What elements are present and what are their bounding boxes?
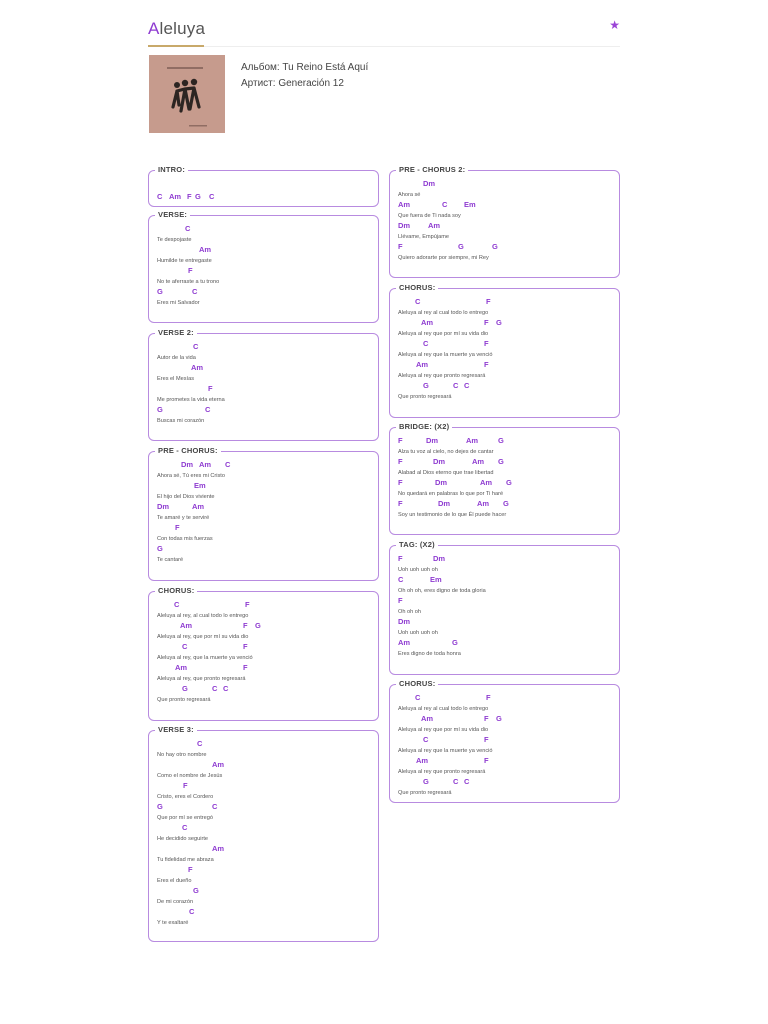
chord-line [157,663,374,674]
lyric-line: Aleluya al rey, que la muerte ya venció [157,654,253,661]
lyric-line: Quiero adorarte por siempre, mi Rey [398,254,489,261]
section-chorus [389,283,620,418]
chord: Dm [181,460,194,469]
section-body [157,224,374,308]
chord: Am [192,502,205,511]
chord: C [192,287,198,296]
chord: G [492,242,498,251]
chord: Am [398,200,411,209]
chord: F [245,600,250,609]
chord: Am [416,756,429,765]
chord-line [398,756,615,767]
chord: C [464,381,470,390]
chord-line [398,457,615,468]
section-pre-chorus [148,446,379,581]
lyric-line: Aleluya al rey que por mí su vida dio [398,726,489,733]
chord-line [398,297,615,308]
chord: G [423,777,429,786]
section-label: TAG: (X2) [396,540,438,549]
lyric-line: Eres mi Salvador [157,299,200,306]
lyric-line: Aleluya al rey, que pronto regresará [157,675,246,682]
chord: C [157,192,163,201]
lyric-line: Aleluya al rey que la muerte ya venció [398,351,493,358]
chord: C [415,297,421,306]
chord-line [157,460,374,471]
lyric-line: Te cantaré [157,556,184,563]
song-title-initial: A [148,19,160,38]
chord: C [415,693,421,702]
chord-line [157,907,374,918]
lyric-line: Aleluya al rey que por mí su vida dio [398,330,489,337]
chord: F [188,266,193,275]
chord: C [189,907,195,916]
chord: F [243,642,248,651]
lyric-line: Que pronto regresará [157,696,211,703]
chord: C [185,224,191,233]
chord-line [157,781,374,792]
lyric-line: Autor de la vida [157,354,196,361]
lyric-line: Ahora sé, Tú eres mi Cristo [157,472,225,479]
chord: F [398,457,403,466]
lyric-line: Humilde te entregaste [157,257,212,264]
chord: F [188,865,193,874]
chord: G [452,638,458,647]
chord-line [157,760,374,771]
lyric-line: No te aferraste a tu trono [157,278,220,285]
chord: Dm [423,179,436,188]
chord: Dm [438,499,451,508]
section-verse [148,210,379,323]
chord-line [398,596,615,607]
chord: Am [421,318,434,327]
chord-line [157,865,374,876]
chord: F [398,554,403,563]
chord-line [157,523,374,534]
section-label: INTRO: [155,165,188,174]
chord-line [398,478,615,489]
chord-line [398,617,615,628]
lyric-line: Que pronto regresará [398,789,452,796]
chord: Em [464,200,476,209]
section-tag [389,540,620,675]
chord: Dm [433,457,446,466]
chord: F [484,735,489,744]
lyric-line: Cristo, eres el Cordero [157,793,214,800]
lyric-line: Y te exaltaré [157,919,189,926]
lyric-line: Te amaré y te serviré [157,514,210,521]
lyric-line: Eres el Mesías [157,375,194,382]
chord: F [484,318,489,327]
lyric-line: Aleluya al rey que pronto regresará [398,768,486,775]
chord-line [157,739,374,750]
chord-line [398,242,615,253]
star-icon[interactable]: ★ [609,18,620,32]
chord-line [398,554,615,565]
chord: Em [430,575,442,584]
chord-line [157,544,374,555]
section-label: VERSE: [155,210,190,219]
lyric-line: Alza tu voz al cielo, no dejes de cantar [398,448,494,455]
lyric-line: Que fuera de Ti nada soy [398,212,461,219]
chord: Dm [435,478,448,487]
chord-line [157,621,374,632]
chord: G [498,457,504,466]
lyric-line: Oh oh oh [398,608,422,615]
chord: C [225,460,231,469]
chord-line [157,405,374,416]
chord: Am [199,460,212,469]
section-bridge [389,422,620,535]
chord: Am [199,245,212,254]
chord: F [187,192,192,201]
chord-line [157,823,374,834]
chord: C [453,777,459,786]
lyric-line: Que pronto regresará [398,393,452,400]
chord: C [209,192,215,201]
song-title-rest: leluya [159,19,206,38]
chord: F [484,339,489,348]
chord: C [193,342,199,351]
chord: C [182,823,188,832]
chord: Dm [398,221,411,230]
chord: C [442,200,448,209]
chord: C [174,600,180,609]
chord-line [398,339,615,350]
chord-line [157,342,374,353]
chord: Am [398,638,411,647]
chord: G [157,802,163,811]
lyric-line: Oh oh oh, eres digno de toda gloria [398,587,486,594]
chord: F [484,714,489,723]
chord: G [498,436,504,445]
chord-line [157,802,374,813]
lyric-line: Con todas mis fuerzas [157,535,213,542]
section-body [398,297,615,402]
chord-line [157,192,374,203]
chord: G [496,318,502,327]
chord-line [398,381,615,392]
chord-line [157,886,374,897]
chord-line [398,575,615,586]
section-body [398,436,615,520]
chord: Em [194,481,206,490]
section-label: CHORUS: [396,679,438,688]
chord-line [157,363,374,374]
chord: Am [480,478,493,487]
lyric-line: Soy un testimonio de lo que Él puede hacer [398,511,507,518]
lyric-line: Aleluya al rey que pronto regresará [398,372,486,379]
song-meta [241,60,368,92]
chord-line [157,384,374,395]
lyric-line: Uoh uoh uoh oh [398,629,438,636]
section-label: PRE - CHORUS: [155,446,221,455]
lyric-line: Eres digno de toda honra [398,650,461,657]
chord: F [175,523,180,532]
chord: Am [212,760,225,769]
chord: F [484,756,489,765]
chord-line [398,179,615,190]
chord-line [157,600,374,611]
lyric-line: Me prometes la vida eterna [157,396,225,403]
section-verse-2 [148,328,379,441]
chord: F [484,360,489,369]
chord: C [423,339,429,348]
chord: C [223,684,229,693]
chord: Am [175,663,188,672]
chord-line [157,287,374,298]
chord: Am [477,499,490,508]
section-body [398,554,615,659]
chord: G [193,886,199,895]
lyric-line: Buscas mi corazón [157,417,205,424]
chord: C [398,575,404,584]
section-label: CHORUS: [396,283,438,292]
section-body [157,600,374,705]
chord: G [458,242,464,251]
chord-line [398,436,615,447]
chord: F [486,297,491,306]
chord: F [398,499,403,508]
lyric-line: Que por mí se entregó [157,814,213,821]
chord-line [157,245,374,256]
chord: C [182,642,188,651]
chord: C [205,405,211,414]
chord: Dm [157,502,170,511]
lyric-line: Aleluya al rey al cual todo lo entrego [398,309,489,316]
chord: G [255,621,261,630]
chord: Am [421,714,434,723]
chord: G [157,544,163,553]
section-body [157,192,374,203]
section-label: BRIDGE: (X2) [396,422,452,431]
section-label: CHORUS: [155,586,197,595]
chord: Am [180,621,193,630]
chord: G [182,684,188,693]
chord: G [503,499,509,508]
chord: Am [428,221,441,230]
chord: Am [416,360,429,369]
album-art-figures [149,55,225,133]
chord: F [398,242,403,251]
chord: Am [472,457,485,466]
lyric-line: Aleluya al rey que la muerte ya venció [398,747,493,754]
chord: G [195,192,201,201]
chord: G [506,478,512,487]
chord-line [157,844,374,855]
lyric-line: Ahora sé [398,191,421,198]
chord-line [157,642,374,653]
chord-line [157,684,374,695]
chord-line [157,481,374,492]
lyric-line: Aleluya al rey al cual todo lo entrego [398,705,489,712]
chord: F [398,596,403,605]
section-label: VERSE 3: [155,725,197,734]
chord-line [398,714,615,725]
chord: F [208,384,213,393]
chord-line [398,221,615,232]
section-label: PRE - CHORUS 2: [396,165,468,174]
chord-line [398,638,615,649]
lyric-line: He decidido seguirte [157,835,208,842]
chord-line [398,735,615,746]
chord-line [398,318,615,329]
section-pre-chorus-2 [389,165,620,278]
lyric-line: Como el nombre de Jesús [157,772,223,779]
section-label: VERSE 2: [155,328,197,337]
chord: G [157,405,163,414]
album-cover [149,55,225,133]
lyric-line: De mi corazón [157,898,194,905]
chord: F [243,663,248,672]
section-body [398,693,615,798]
page-header [148,18,620,47]
lyric-line: Alabad al Dios eterno que trae libertad [398,469,494,476]
chord-line [398,360,615,371]
chord: F [398,436,403,445]
chord-line [157,224,374,235]
lyric-line: Eres el dueño [157,877,192,884]
chord: F [183,781,188,790]
chord: G [496,714,502,723]
chord: C [212,684,218,693]
chord-line [157,266,374,277]
section-verse-3 [148,725,379,942]
chord-line [398,693,615,704]
section-body [398,179,615,263]
chord: G [423,381,429,390]
chord: C [464,777,470,786]
title-underline [148,45,204,47]
lyric-line: No hay otro nombre [157,751,207,758]
chord: Dm [426,436,439,445]
chord: Am [212,844,225,853]
chord-line [398,499,615,510]
chord: C [212,802,218,811]
chord-line [398,200,615,211]
chord: Dm [433,554,446,563]
chord: F [398,478,403,487]
chord: C [197,739,203,748]
chord: C [453,381,459,390]
lyric-line: Aleluya al rey, al cual todo lo entrego [157,612,249,619]
lyric-line: Uoh uoh uoh oh [398,566,438,573]
chord: F [243,621,248,630]
chord: G [157,287,163,296]
chord: Am [169,192,182,201]
section-intro [148,165,379,207]
lyric-line: Llévame, Empújame [398,233,449,240]
chord: Am [191,363,204,372]
chord: Am [466,436,479,445]
lyric-line: No quedará en palabras lo que por Ti haré [398,490,504,497]
artist-label: Артист: Generación 12 [241,78,344,89]
lyric-line: Tu fidelidad me abraza [157,856,214,863]
lyric-line: Aleluya al rey, que por mí su vida dio [157,633,249,640]
lyric-line: El hijo del Dios viviente [157,493,215,500]
chord-line [157,502,374,513]
section-chorus [148,586,379,721]
chord: F [486,693,491,702]
section-body [157,342,374,426]
chord: Dm [398,617,411,626]
section-body [157,460,374,565]
album-label: Альбом: Tu Reino Está Aquí [241,62,369,73]
chord-line [398,777,615,788]
section-chorus [389,679,620,803]
song-title [148,19,205,39]
lyric-line: Te despojaste [157,236,192,243]
chord: C [423,735,429,744]
section-body [157,739,374,928]
